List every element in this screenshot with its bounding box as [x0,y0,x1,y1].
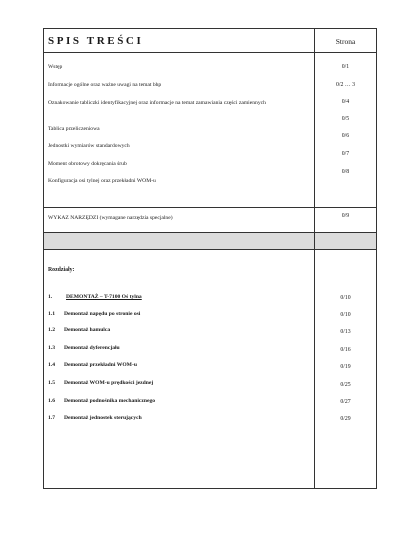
tools-list-label: WYKAZ NARZĘDZI (wymagane narzędzia specjalne) [48,215,173,221]
chapter-number: 1.4 [48,362,55,368]
toc-entry-page: 0/7 [341,151,350,157]
toc-entry-page: 0/5 [341,116,350,122]
chapter-item [48,311,140,317]
chapter-number: 1.5 [48,380,55,386]
page-title: SPIS TREŚCI [48,35,144,47]
chapter-label: Demontaż przekładni WOM-u [64,362,137,368]
table-of-contents [43,28,377,489]
toc-entry-label: Oznakowanie tabliczki identyfikacyjnej oraz informacje na temat zamawiania części zamiennych [48,100,266,106]
chapter-page: 0/10 [340,295,351,301]
page-column-header: Strona [335,37,356,46]
chapter-label: Demontaż napędu po stronie osi [64,311,141,317]
divider [44,207,376,208]
chapter-item [48,345,120,351]
chapter-number: 1.7 [48,415,55,421]
chapter-label: Demontaż jednostek sterujących [64,415,142,421]
chapters-heading: Rozdziały: [48,267,75,273]
chapter-page: 0/25 [340,382,351,388]
chapter-title [48,294,142,300]
chapter-page: 0/19 [340,364,351,370]
chapter-label: Demontaż WOM-u prędkości jezdnej [64,380,154,386]
chapter-item [48,362,137,368]
toc-entry-page: 0/1 [341,64,350,70]
toc-entry-page: 0/6 [341,133,350,139]
chapter-page: 0/10 [340,312,351,318]
chapter-item [48,380,153,386]
chapter-number: 1. [48,294,53,300]
chapter-number: 1.2 [48,327,55,333]
toc-entry-label: Jednostki wymiarów standardowych [48,143,130,149]
toc-entry-page: 0/8 [341,169,350,175]
chapter-page: 0/27 [340,399,351,405]
chapter-label: DEMONTAŻ – T-7100 Oś tylna [66,294,142,300]
toc-entry-label: Informacje ogólne oraz ważne uwagi na temat bhp [48,82,162,88]
toc-entry-page: 0/2 … 3 [335,82,355,88]
chapter-number: 1.6 [48,398,55,404]
chapter-item [48,327,110,333]
chapter-number: 1.1 [48,311,55,317]
chapter-label: Demontaż hamulca [64,327,111,333]
toc-entry-label: Moment obrotowy dokręcania śrub [48,161,127,167]
chapter-label: Demontaż dyferencjału [64,345,120,351]
toc-entry-page: 0/4 [341,99,350,105]
chapter-page: 0/16 [340,347,351,353]
toc-entry-label: Konfiguracja osi tylnej oraz przekładni WOM-u [48,178,156,184]
divider [44,249,376,250]
shaded-row [44,232,376,249]
chapter-item [48,398,155,404]
toc-entry-label: Wstęp [48,64,63,70]
divider [44,52,376,53]
chapter-item [48,415,142,421]
chapter-number: 1.3 [48,345,55,351]
chapter-page: 0/29 [340,416,351,422]
tools-list-page: 0/9 [341,213,350,219]
chapter-page: 0/13 [340,329,351,335]
divider [44,232,376,233]
chapter-label: Demontaż podnośnika mechanicznego [64,398,156,404]
toc-entry-label: Tablica przeliczeniowa [48,126,100,132]
